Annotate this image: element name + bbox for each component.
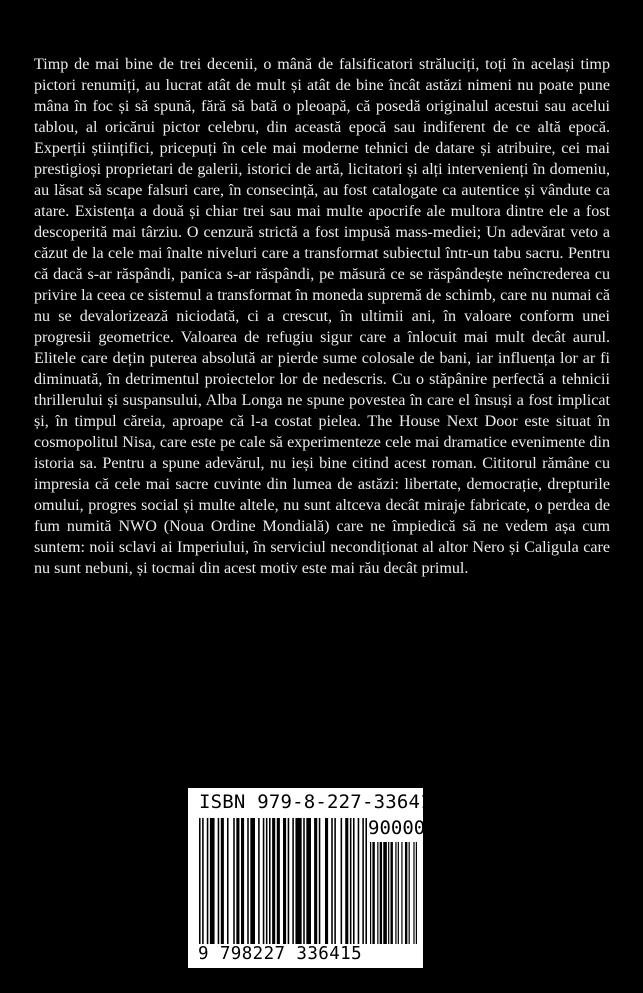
barcode-bar <box>398 842 399 944</box>
barcode-bar <box>207 818 209 944</box>
barcode-bar <box>325 818 328 944</box>
barcode-bar <box>250 818 255 944</box>
barcode-bar <box>272 818 275 944</box>
barcode-bar <box>202 818 204 944</box>
barcode-bar <box>383 842 387 944</box>
barcode-bar <box>221 818 224 944</box>
barcode-bar <box>241 818 244 944</box>
barcode-bar <box>380 842 382 944</box>
barcode-bar <box>395 842 396 944</box>
barcode-bar <box>263 818 265 944</box>
barcode-bar <box>413 842 414 944</box>
barcode-bar <box>341 818 343 944</box>
barcode-bar <box>295 818 301 944</box>
back-cover-blurb: Timp de mai bine de trei decenii, o mână de falsificatori străluciți, toți în același timp pictori renumiți, au lucrat atât de mult și atât de bine încât astăzi nimeni nu poate pune mâna în foc și să spună, fără să bată o pleoapă, că posedă originalul acestui sau acelui tablou, al oricărui pictor celebru, din această epocă sau indiferent de ce altă epocă. Experții științifici, pricepuți în cele mai moderne tehnici de datare și atribuire, cei mai prestigioși proprietari de galerii, istorici de artă, licitatori și alți intervenienți în domeniu, au lăsat să scape falsuri care, în consecință, au fost catalogate ca autentice și vândute ca atare. Existența a două și chiar trei sau mai multe apocrife ale multora dintre ele a fost descoperită mai târziu. O cenzură strictă a fost impusă mass-mediei; Un adevărat veto a căzut de la cele mai înalte niveluri care a transformat subiectul într-un tabu sacru. Pentru că dacă s-ar răspândi, panica s-ar răspândi, pe măsură ce se răspândește neîncrederea cu privire la ceea ce sistemul a transformat în moneda supremă de schimb, care nu numai că nu se devalorizează niciodată, ci a crescut, în ultimii ani, în valoare conform unei progresii geometrice. Valoarea de refugiu sigur care a înlocuit mai mult decât aurul. Elitele care dețin puterea absolută ar pierde sume colosale de bani, iar influența lor ar fi diminuată, în detrimentul proiectelor lor de nedescris. Cu o stăpânire perfectă a tehnicii thrillerului și suspansului, Alba Longa ne spune povestea în care el însuși a fost implicat și, în timpul căreia, aproape că l-a costat pielea. The House Next Door este situat în cosmopolitul Nisa, care este pe cale să experimenteze cele mai dramatice evenimente din istoria sa. Pentru a spune adevărul, nu ieși bine citind acest roman. Cititorul rămâne cu impresia că cele mai sacre cuvinte din lumea de astăzi: libertate, democrație, drepturile omului, progres social și multe altele, nu sunt altceva decât miraje fabricate, o perdea de fum numită NWO (Noua Ordine Mondială) care ne împiedică să ne vedem așa cum suntem: noii sclavi ai Imperiului, în serviciul necondiționat al altor Nero și Caligula care nu sunt nebuni, și tocmai din acest motiv este mai rău decât primul. <box>34 56 610 577</box>
barcode-bar <box>334 818 336 944</box>
barcode-bar <box>353 818 355 944</box>
barcode-bar <box>350 818 352 944</box>
barcode-bar <box>292 818 294 944</box>
barcode-bar <box>416 842 417 944</box>
barcode-bar <box>266 818 268 944</box>
barcode-bar <box>258 818 260 944</box>
isbn-barcode <box>188 788 456 968</box>
ean13-bars <box>199 818 367 944</box>
barcode-bar <box>409 842 410 944</box>
barcode-bar <box>233 818 235 944</box>
barcode-bar <box>319 818 321 944</box>
barcode-bar <box>372 842 374 944</box>
barcode-bar <box>303 818 305 944</box>
barcode-bar <box>283 818 286 944</box>
barcode-bar <box>236 818 239 944</box>
barcode-bar <box>401 842 402 944</box>
barcode-bar <box>269 818 271 944</box>
barcode-bar <box>314 818 317 944</box>
barcode-bar <box>405 842 407 944</box>
barcode-bar <box>227 818 229 944</box>
barcode-digits: 9 798227 336415 <box>198 944 363 964</box>
barcode-bar <box>358 818 360 944</box>
barcode-bar <box>218 818 220 944</box>
barcode-bar <box>277 818 280 944</box>
price-addon-bars <box>370 842 417 944</box>
barcode-bar <box>331 818 333 944</box>
barcode-bar <box>288 818 290 944</box>
barcode-bar <box>210 818 215 944</box>
barcode-bar <box>388 842 389 944</box>
barcode-bar <box>345 818 348 944</box>
barcode-bar <box>365 818 367 944</box>
barcode-bar <box>377 842 378 944</box>
barcode-bar <box>247 818 249 944</box>
barcode-bar <box>390 842 392 944</box>
price-code-label: 90000 <box>368 817 426 839</box>
barcode-bar <box>362 818 364 944</box>
barcode-bar <box>199 818 201 944</box>
barcode-bar <box>370 842 371 944</box>
barcode-bar <box>306 818 311 944</box>
isbn-label: ISBN 979-8-227-33641-5 <box>199 791 456 813</box>
